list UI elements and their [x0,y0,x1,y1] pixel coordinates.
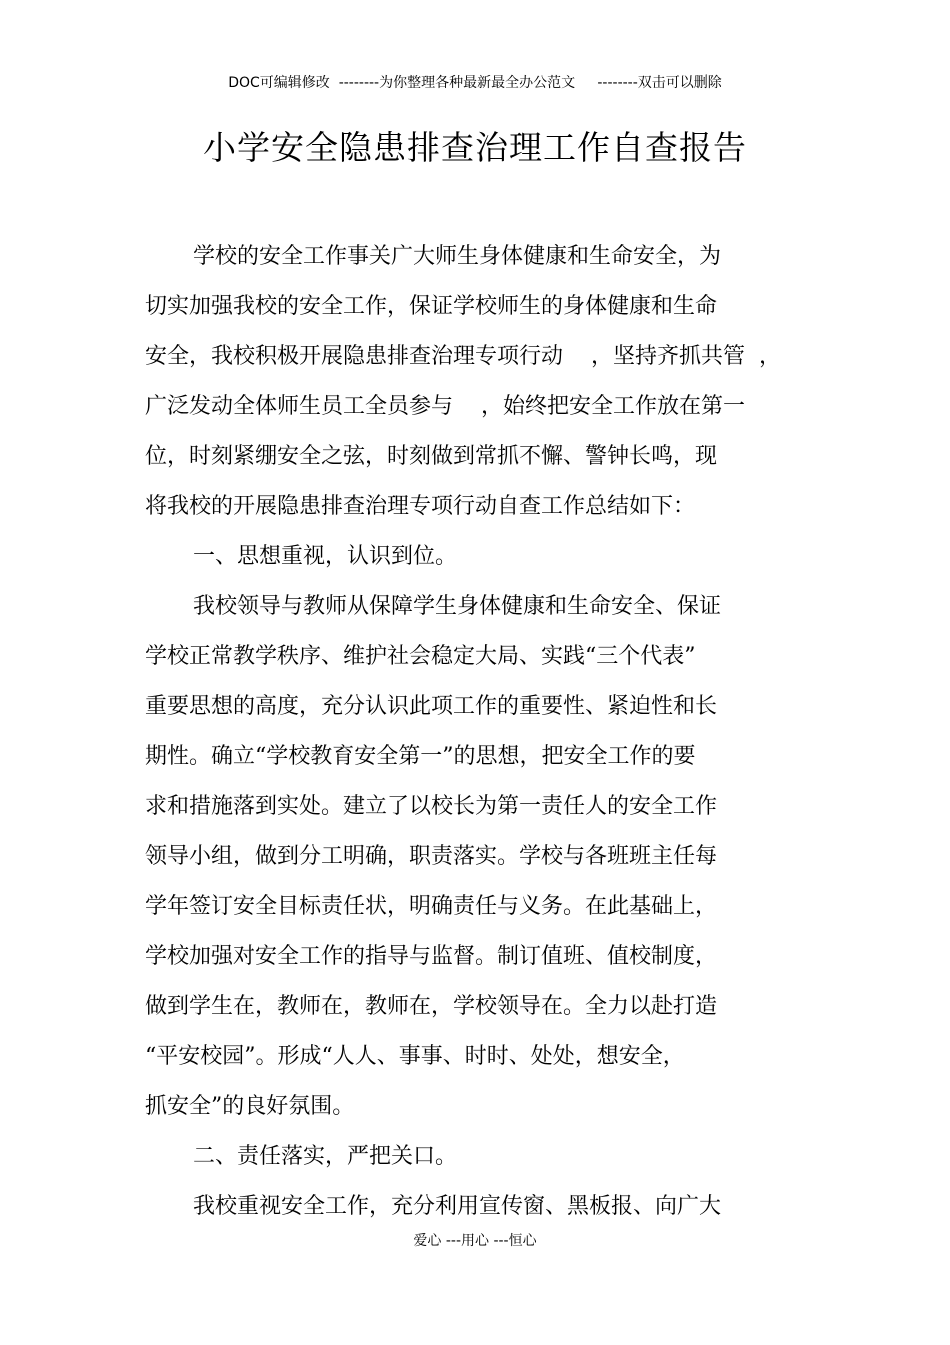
paragraph-line: 广泛发动全体师生员工全员参与 ，始终把安全工作放在第一 [145,394,745,419]
paragraph-line: 将我校的开展隐患排查治理专项行动自查工作总结如下： [145,494,696,519]
paragraph-line: 重要思想的高度，充分认识此项工作的重要性、紧迫性和长 [145,694,718,719]
paragraph-line: 切实加强我校的安全工作，保证学校师生的身体健康和生命 [145,294,718,319]
paragraph-line: 学校正常教学秩序、维护社会稳定大局、实践“三个代表” [145,644,696,669]
section-heading: 二、责任落实，严把关口。 [193,1144,458,1169]
paragraph-line: 抓安全”的良好氛围。 [145,1094,355,1119]
paragraph-line: 学校的安全工作事关广大师生身体健康和生命安全，为 [193,244,722,269]
paragraph-line: 求和措施落到实处。建立了以校长为第一责任人的安全工作 [145,794,718,819]
paragraph-line: 做到学生在，教师在，教师在，学校领导在。全力以赴打造 [145,994,718,1019]
paragraph-line: 学年签订安全目标责任状，明确责任与义务。在此基础上， [145,894,718,919]
document-title: 小学安全隐患排查治理工作自查报告 [203,128,747,167]
paragraph-line: 我校领导与教师从保障学生身体健康和生命安全、保证 [193,594,722,619]
page-footer: 爱心 ---用心 ---恒心 [413,1233,537,1249]
paragraph-line: 学校加强对安全工作的指导与监督。制订值班、值校制度， [145,944,718,969]
paragraph-line: 位，时刻紧绷安全之弦，时刻做到常抓不懈、警钟长鸣，现 [145,444,718,469]
paragraph-line: 我校重视安全工作，充分利用宣传窗、黑板报、向广大 [193,1194,722,1219]
paragraph-line: “平安校园”。形成“人人、事事、时时、处处，想安全， [145,1044,685,1069]
paragraph-line: 期性。确立“学校教育安全第一”的思想，把安全工作的要 [145,744,696,769]
paragraph-line: 安全，我校积极开展隐患排查治理专项行动 ，坚持齐抓共管 ， [145,344,781,369]
page-header: DOC可编辑修改 --------为你整理各种最新最全办公范文 --------双击可以删除 [228,75,722,91]
paragraph-line: 领导小组，做到分工明确，职责落实。学校与各班班主任每 [145,844,718,869]
section-heading: 一、思想重视，认识到位。 [193,544,458,569]
